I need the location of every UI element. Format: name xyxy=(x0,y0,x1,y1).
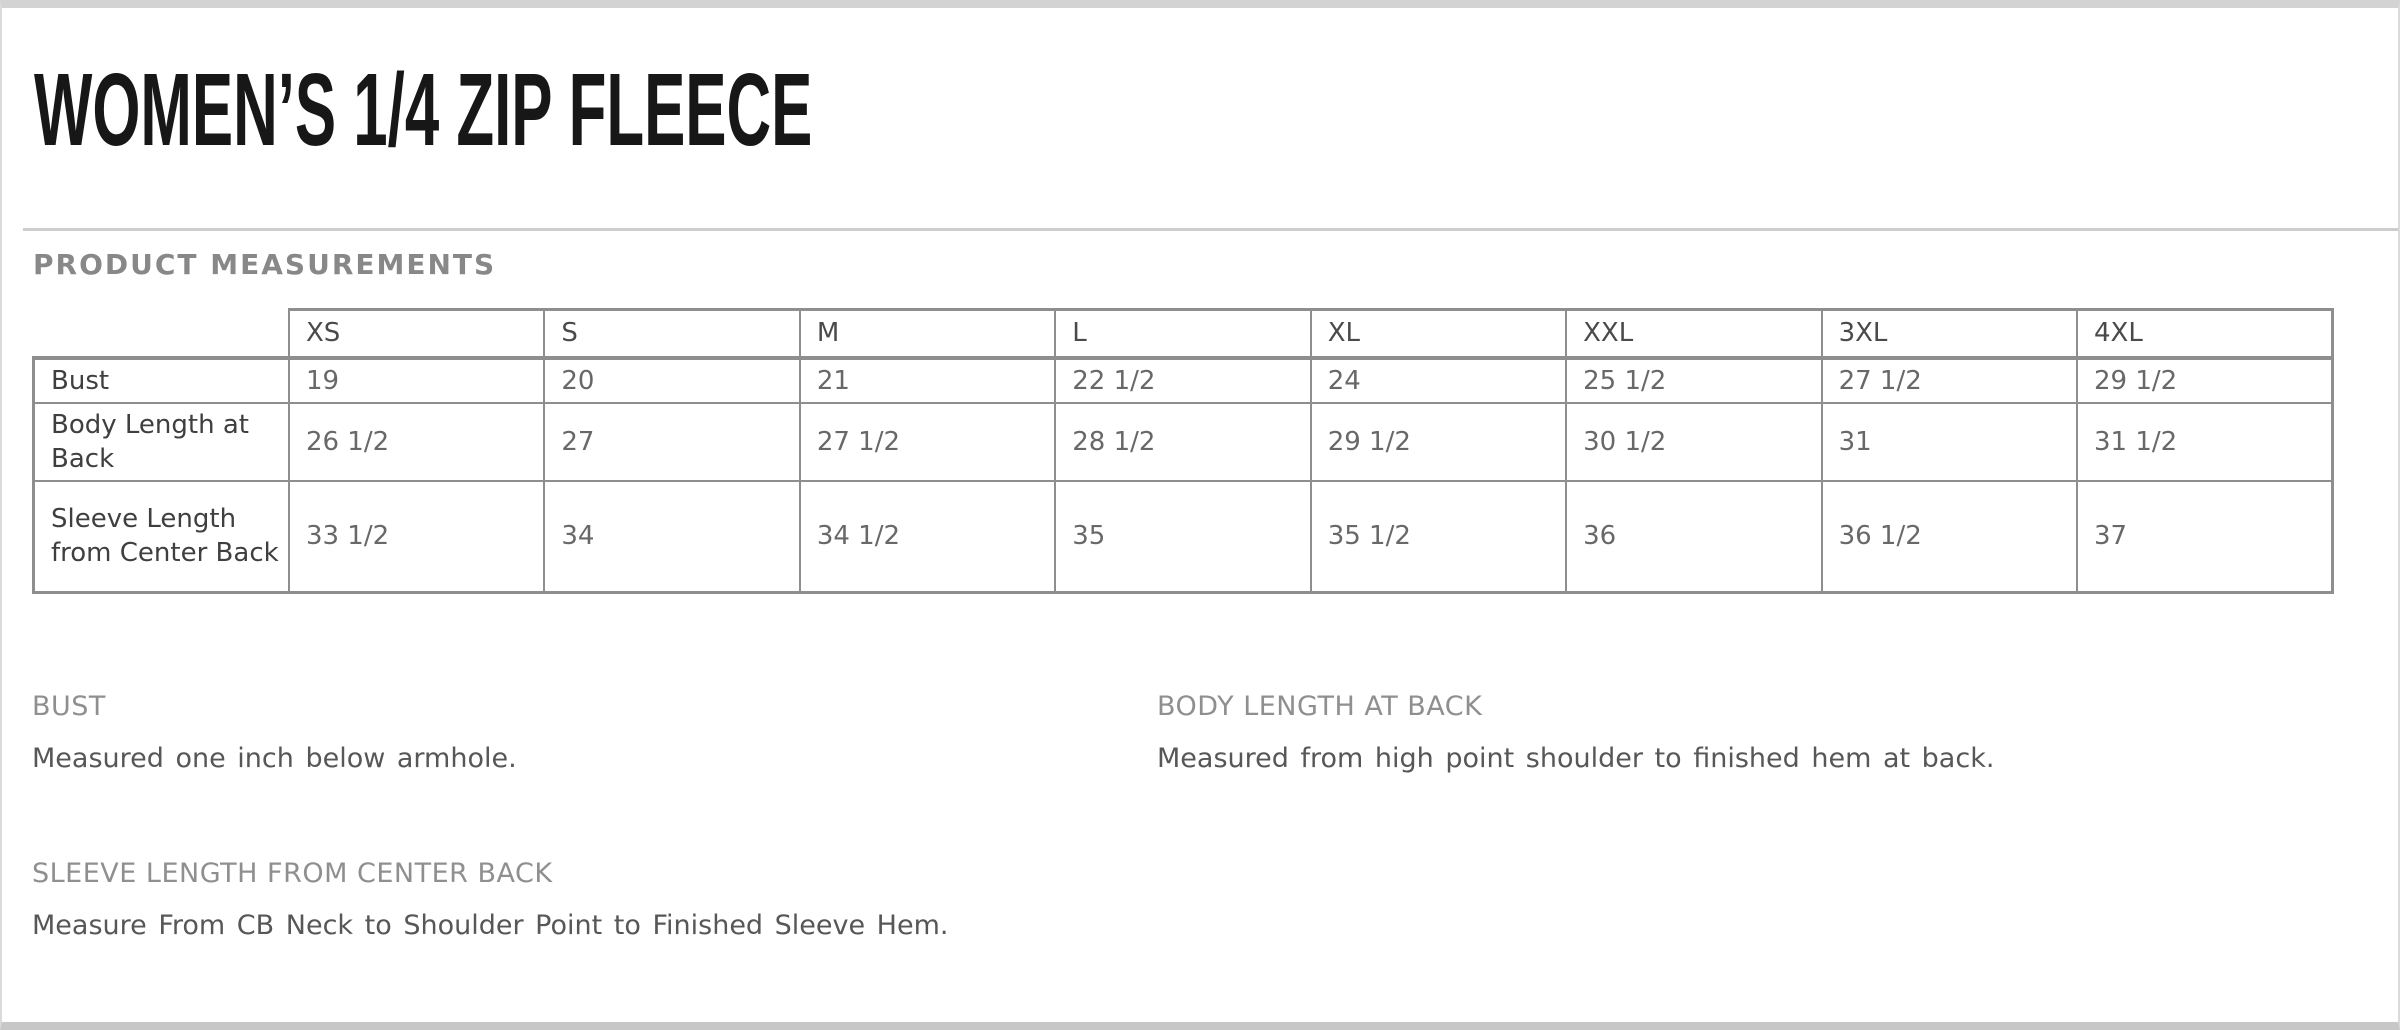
measurement-value-cell: 35 1/2 xyxy=(1311,481,1566,593)
definition-text: Measured from high point shoulder to finished hem at back. xyxy=(1157,743,1995,774)
divider-line xyxy=(23,228,2398,231)
measurement-value-cell: 20 xyxy=(544,358,799,403)
definition-body-length xyxy=(1157,691,1994,776)
table-row xyxy=(34,481,2333,593)
table-corner-cell xyxy=(34,310,289,358)
measurement-value-cell: 30 1/2 xyxy=(1566,403,1821,481)
measurement-value-cell: 34 1/2 xyxy=(800,481,1055,593)
measurement-value-cell: 31 1/2 xyxy=(2077,403,2333,481)
row-label-cell: Bust xyxy=(34,358,289,403)
measurement-value-cell: 34 xyxy=(544,481,799,593)
measurements-table xyxy=(32,308,2334,594)
row-label-cell: Sleeve Length from Center Back xyxy=(34,481,289,593)
page-title: WOMEN’S 1/4 ZIP FLEECE xyxy=(34,52,813,167)
size-header-cell: 3XL xyxy=(1822,310,2077,358)
measurement-value-cell: 36 xyxy=(1566,481,1821,593)
size-header-row xyxy=(34,310,2333,358)
size-header-cell: 4XL xyxy=(2077,310,2333,358)
measurement-value-cell: 27 1/2 xyxy=(800,403,1055,481)
definition-heading: SLEEVE LENGTH FROM CENTER BACK xyxy=(32,858,553,889)
size-header-cell: XXL xyxy=(1566,310,1821,358)
definition-sleeve xyxy=(32,858,948,943)
measurement-value-cell: 37 xyxy=(2077,481,2333,593)
measurement-value-cell: 31 xyxy=(1822,403,2077,481)
measurement-value-cell: 26 1/2 xyxy=(289,403,544,481)
measurement-value-cell: 29 1/2 xyxy=(2077,358,2333,403)
measurement-value-cell: 24 xyxy=(1311,358,1566,403)
size-header-cell: XL xyxy=(1311,310,1566,358)
measurement-value-cell: 22 1/2 xyxy=(1055,358,1310,403)
row-label-cell: Body Length at Back xyxy=(34,403,289,481)
definition-heading: BODY LENGTH AT BACK xyxy=(1157,691,1483,722)
size-header-cell: XS xyxy=(289,310,544,358)
measurement-value-cell: 21 xyxy=(800,358,1055,403)
measurement-rows xyxy=(34,358,2333,593)
table-row xyxy=(34,358,2333,403)
section-heading: PRODUCT MEASUREMENTS xyxy=(33,248,497,281)
definition-heading: BUST xyxy=(32,691,106,722)
size-header-cell: L xyxy=(1055,310,1310,358)
measurement-value-cell: 27 1/2 xyxy=(1822,358,2077,403)
measurement-value-cell: 28 1/2 xyxy=(1055,403,1310,481)
measurement-value-cell: 25 1/2 xyxy=(1566,358,1821,403)
measurement-value-cell: 36 1/2 xyxy=(1822,481,2077,593)
measurement-value-cell: 35 xyxy=(1055,481,1310,593)
measurement-value-cell: 29 1/2 xyxy=(1311,403,1566,481)
measurement-value-cell: 19 xyxy=(289,358,544,403)
table-header-row xyxy=(34,310,2333,358)
size-header-cell: M xyxy=(800,310,1055,358)
measurement-value-cell: 27 xyxy=(544,403,799,481)
definition-text: Measured one inch below armhole. xyxy=(32,743,517,774)
size-header-cell: S xyxy=(544,310,799,358)
table-row xyxy=(34,403,2333,481)
definition-bust xyxy=(32,691,517,776)
definition-text: Measure From CB Neck to Shoulder Point to Finished Sleeve Hem. xyxy=(32,910,949,941)
measurement-value-cell: 33 1/2 xyxy=(289,481,544,593)
